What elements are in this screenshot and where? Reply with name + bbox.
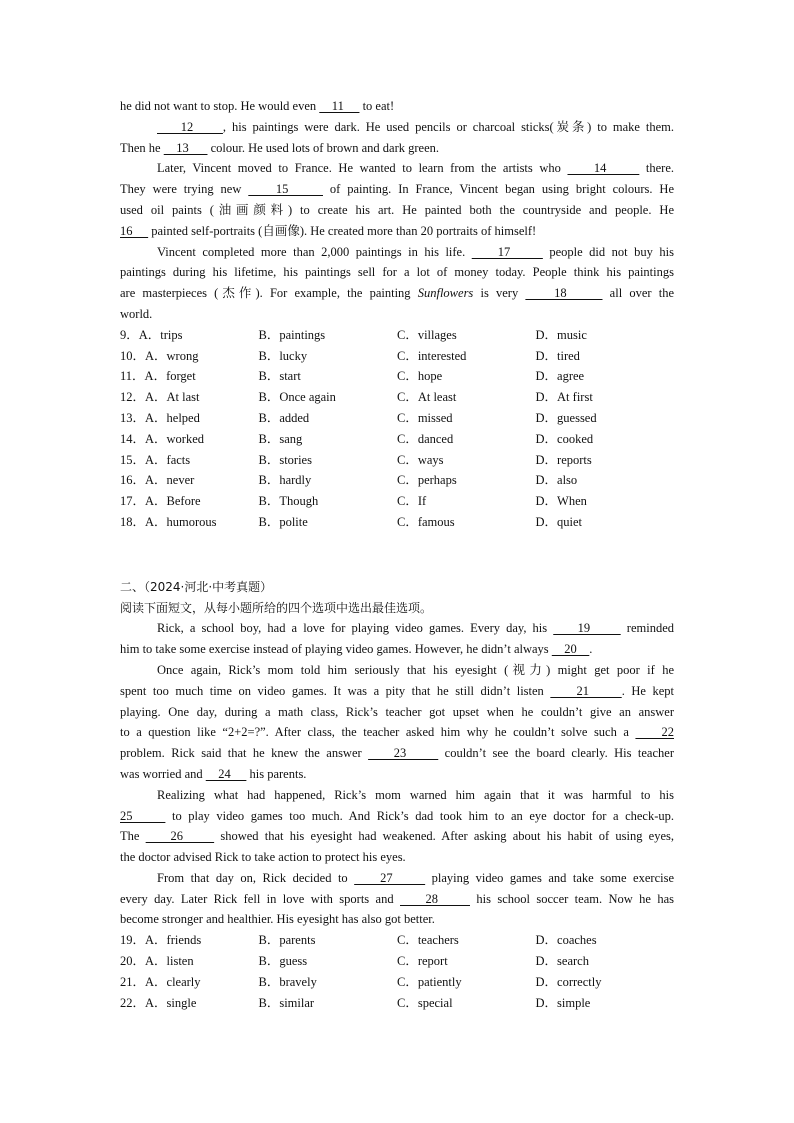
option-a: 10．A．wrong	[120, 348, 199, 363]
passage-line: The 26 showed that his eyesight had weakened. After asking about his habit of using eyes,	[120, 829, 675, 844]
question-options-row	[120, 972, 674, 993]
option-d: D．guessed	[535, 410, 597, 425]
passage-line: him to take some exercise instead of playing video games. However, he didn’t always 20 .	[120, 642, 593, 657]
passage-1	[120, 96, 674, 325]
option-c: C．famous	[397, 514, 455, 529]
blank-18: 18	[525, 286, 603, 301]
question-options-row	[120, 951, 674, 972]
question-options-row	[120, 429, 674, 450]
passage-line: Later, Vincent moved to France. He wanted to learn from the artists who 14 there.	[157, 161, 675, 176]
question-options-row	[120, 346, 674, 367]
section-heading: 二、（2024·河北·中考真题）	[120, 579, 273, 594]
blank-11: 11	[319, 99, 360, 113]
document-page	[120, 96, 674, 1013]
passage-line: 16 painted self-portraits (自画像). He created more than 20 portraits of himself!	[120, 223, 537, 238]
question-options-row	[120, 366, 674, 387]
option-c: C．At least	[397, 390, 457, 405]
blank-14: 14	[567, 161, 640, 176]
option-b: B．polite	[258, 514, 308, 529]
blank-16: 16	[120, 223, 149, 238]
option-c: C．special	[397, 995, 453, 1010]
option-b: B．added	[258, 410, 310, 425]
passage-line: 25 to play video games too much. And Rick’s dad took him to an eye doctor for a check-up.	[120, 808, 674, 823]
option-b: B．Though	[258, 494, 319, 509]
option-b: B．hardly	[258, 473, 312, 488]
question-options-row	[120, 930, 674, 951]
option-d: D．agree	[535, 369, 585, 384]
option-b: B．paintings	[258, 327, 326, 342]
question-options-row	[120, 408, 674, 429]
blank-21: 21	[550, 683, 622, 698]
blank-28: 28	[400, 891, 470, 906]
passage-line: Then he 13 colour. He used lots of brown and dark green.	[120, 140, 440, 155]
passage-line: Rick, a school boy, had a love for playing video games. Every day, his 19 reminded	[157, 621, 674, 636]
option-d: D．cooked	[535, 431, 594, 446]
option-a: 14．A．worked	[120, 431, 205, 446]
option-c: C．danced	[397, 431, 454, 446]
option-a: 21．A．clearly	[120, 974, 201, 989]
option-a: 17．A．Before	[120, 494, 201, 509]
option-d: D．simple	[535, 995, 591, 1010]
passage-line: used oil paints (油画颜料) to create his art. He painted both the countryside and people. He	[120, 202, 674, 217]
passage-line: become stronger and healthier. His eyesight has also got better.	[120, 912, 435, 927]
option-d: D．music	[535, 327, 587, 342]
option-c: C．missed	[397, 410, 453, 425]
passage-line: From that day on, Rick decided to 27 playing video games and take some exercise	[157, 870, 675, 885]
option-a: 11．A．forget	[120, 369, 196, 384]
option-d: D．quiet	[535, 514, 583, 529]
option-c: C．ways	[397, 452, 444, 467]
passage-line: every day. Later Rick fell in love with sports and 28 his school soccer team. Now he has	[120, 891, 675, 906]
option-d: D．search	[535, 954, 589, 969]
option-c: C．teachers	[397, 933, 459, 948]
option-c: C．If	[397, 494, 427, 509]
option-a: 16．A．never	[120, 473, 195, 488]
question-options-row	[120, 325, 674, 346]
question-options-row	[120, 387, 674, 408]
passage-2	[120, 618, 674, 930]
passage-line: They were trying new 15 of painting. In France, Vincent began using bright colours. He	[120, 182, 675, 197]
blank-12: 12	[157, 119, 223, 134]
option-c: C．perhaps	[397, 473, 457, 488]
blank-25: 25	[120, 808, 166, 823]
passage-line: Realizing what had happened, Rick’s mom warned him again that it was harmful to his	[157, 787, 674, 802]
passage-line: the doctor advised Rick to take action to protect his eyes.	[120, 850, 406, 865]
passage-line: to a question like “2+2=?”. After class, the teacher asked him why he couldn’t solve such a 22	[120, 725, 674, 740]
passage-line: Once again, Rick’s mom told him seriously that his eyesight (视力) might get poor if he	[157, 662, 674, 677]
option-b: B．start	[258, 369, 301, 384]
option-c: C．report	[397, 954, 448, 969]
passage-line: he did not want to stop. He would even 11 to eat!	[120, 99, 395, 113]
blank-22: 22	[635, 725, 674, 740]
passage-line: spent too much time on video games. It was a pity that he still didn’t listen 21 . He kept	[120, 683, 674, 698]
blank-24: 24	[205, 766, 247, 781]
blank-13: 13	[163, 140, 208, 155]
passage-line: problem. Rick said that he knew the answer 23 couldn’t see the board clearly. His teacher	[120, 746, 674, 761]
question-options-row	[120, 491, 674, 512]
passage-line: are masterpieces (杰作). For example, the painting Sunflowers is very 18 all over the	[120, 286, 675, 301]
option-c: C．interested	[397, 348, 467, 363]
option-c: C．patiently	[397, 974, 462, 989]
blank-19: 19	[553, 621, 621, 636]
blank-17: 17	[471, 244, 543, 259]
options-list-2	[120, 930, 674, 1013]
passage-line: 12 , his paintings were dark. He used pencils or charcoal sticks(炭条) to make them.	[157, 119, 675, 134]
question-options-row	[120, 512, 674, 533]
option-a: 18．A．humorous	[120, 514, 217, 529]
passage-line: paintings during his lifetime, his paintings sell for a lot of money today. People think his paintings	[120, 265, 674, 280]
option-a: 13．A．helped	[120, 410, 200, 425]
question-options-row	[120, 993, 674, 1014]
blank-15: 15	[248, 182, 323, 197]
option-b: B．lucky	[258, 348, 308, 363]
blank-27: 27	[354, 870, 426, 885]
blank-20: 20	[551, 642, 590, 657]
options-list-1	[120, 325, 674, 533]
option-a: 19．A．friends	[120, 933, 202, 948]
option-b: B．bravely	[258, 974, 317, 989]
option-d: D．correctly	[535, 974, 602, 989]
option-d: D．reports	[535, 452, 592, 467]
blank-26: 26	[145, 829, 215, 844]
option-b: B．parents	[258, 933, 316, 948]
option-b: B．similar	[258, 995, 315, 1010]
option-c: C．villages	[397, 327, 457, 342]
blank-23: 23	[368, 746, 439, 761]
option-b: B．stories	[258, 452, 312, 467]
passage-line: playing. One day, during a math class, Rick’s teacher got upset when he couldn’t give an answer	[120, 704, 674, 719]
passage-line: world.	[120, 306, 153, 321]
passage-line: was worried and 24 his parents.	[120, 766, 307, 781]
passage-line: Vincent completed more than 2,000 paintings in his life. 17 people did not buy his	[157, 244, 675, 259]
option-d: D．also	[535, 473, 578, 488]
option-a: 20．A．listen	[120, 954, 194, 969]
option-b: B．sang	[258, 431, 303, 446]
question-options-row	[120, 450, 674, 471]
option-a: 22．A．single	[120, 995, 197, 1010]
option-c: C．hope	[397, 369, 443, 384]
option-a: 9．A．trips	[120, 327, 183, 342]
option-a: 12．A．At last	[120, 390, 200, 405]
option-b: B．guess	[258, 954, 308, 969]
option-d: D．At first	[535, 390, 593, 405]
option-d: D．coaches	[535, 933, 597, 948]
option-b: B．Once again	[258, 390, 336, 405]
option-d: D．tired	[535, 348, 580, 363]
question-options-row	[120, 470, 674, 491]
option-a: 15．A．facts	[120, 452, 191, 467]
option-d: D．When	[535, 494, 587, 509]
section-instruction: 阅读下面短文，从每小题所给的四个选项中选出最佳选项。	[120, 600, 433, 615]
